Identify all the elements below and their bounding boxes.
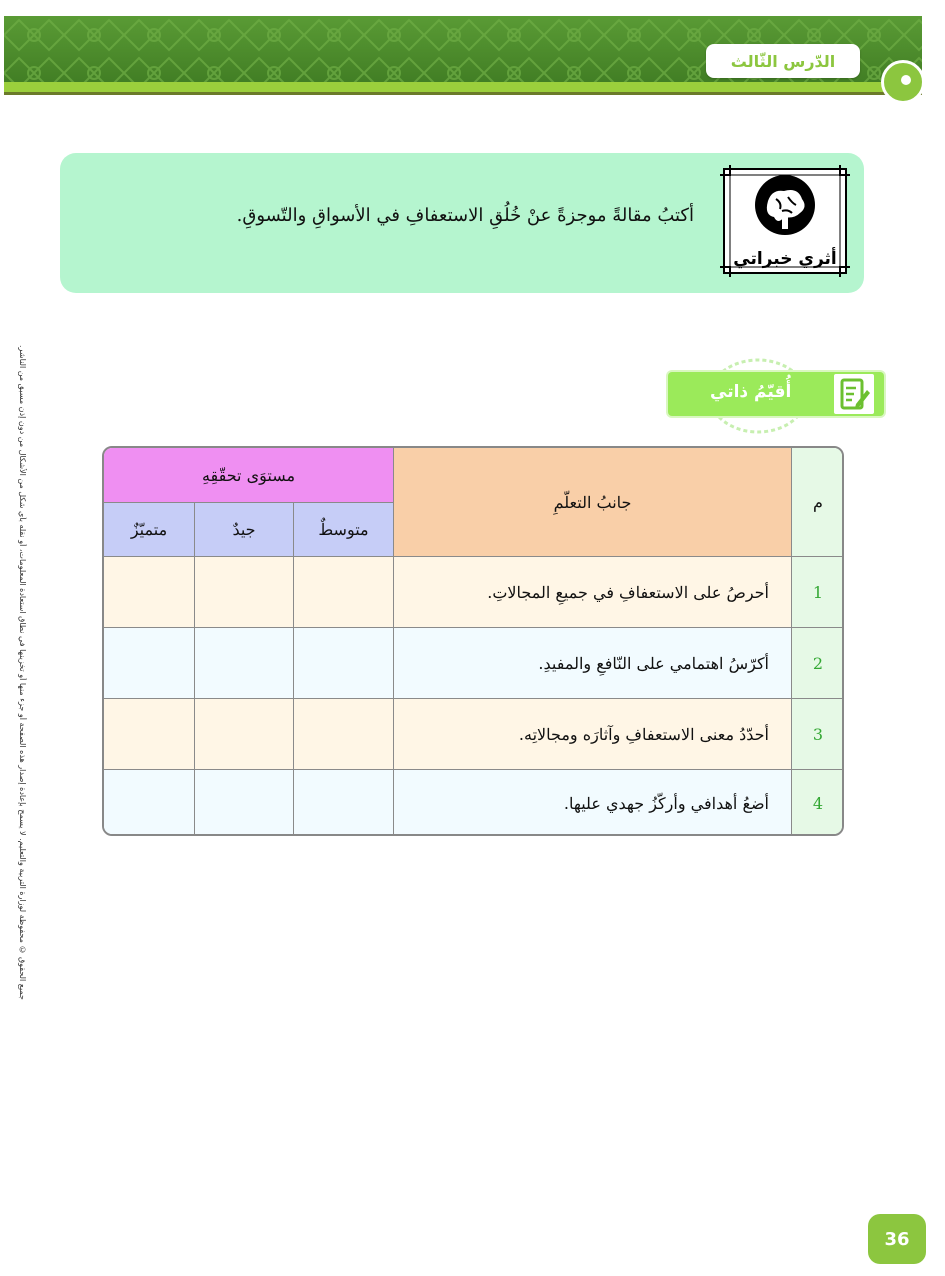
activity-text: أكتبُ مقالةً موجزةً عنْ خُلُقِ الاستعفافِ في الأسواقِ والتّسوقِ. bbox=[236, 205, 694, 226]
row-check-excellent[interactable] bbox=[104, 628, 195, 699]
row-check-excellent[interactable] bbox=[104, 557, 195, 628]
row-text: أكرّسُ اهتمامي على النّافعِ والمفيدِ. bbox=[394, 628, 792, 699]
page-number: 36 bbox=[868, 1214, 926, 1264]
header-banner bbox=[4, 16, 922, 95]
activity-box bbox=[60, 153, 864, 293]
row-check-good[interactable] bbox=[195, 557, 294, 628]
header-aspect: جانبُ التعلّمِ bbox=[394, 448, 792, 557]
row-check-average[interactable] bbox=[294, 557, 394, 628]
row-num: 4 bbox=[792, 770, 844, 836]
level-good: جيدٌ bbox=[195, 503, 294, 557]
enrich-badge bbox=[720, 165, 850, 277]
self-eval-label: أُقيّمُ ذاتي bbox=[710, 382, 792, 402]
row-check-excellent[interactable] bbox=[104, 699, 195, 770]
row-text: أحرصُ على الاستعفافِ في جميعِ المجالاتِ. bbox=[394, 557, 792, 628]
header-hook-dot bbox=[901, 75, 911, 85]
header-level: مستوَى تحقّقِهِ bbox=[104, 448, 394, 503]
row-check-average[interactable] bbox=[294, 699, 394, 770]
row-num: 3 bbox=[792, 699, 844, 770]
row-check-good[interactable] bbox=[195, 699, 294, 770]
row-check-good[interactable] bbox=[195, 770, 294, 836]
level-excellent: متميّزٌ bbox=[104, 503, 195, 557]
lesson-title: الدّرس الثّالث bbox=[706, 44, 860, 78]
badge-label: أثري خبراتي bbox=[733, 249, 837, 269]
row-check-average[interactable] bbox=[294, 770, 394, 836]
row-num: 2 bbox=[792, 628, 844, 699]
row-check-excellent[interactable] bbox=[104, 770, 195, 836]
header-num: م bbox=[792, 448, 844, 557]
row-text: أضعُ أهدافي وأركّزُ جهدي عليها. bbox=[394, 770, 792, 836]
brain-icon bbox=[755, 175, 815, 235]
row-text: أحدّدُ معنى الاستعفافِ وآثارَه ومجالاتِه. bbox=[394, 699, 792, 770]
self-eval-tag bbox=[668, 358, 888, 434]
row-num: 1 bbox=[792, 557, 844, 628]
row-check-good[interactable] bbox=[195, 628, 294, 699]
self-eval-table bbox=[102, 446, 844, 836]
row-check-average[interactable] bbox=[294, 628, 394, 699]
copyright-notice: جميع الحقوق © محفوظة لوزارة التربية والتعليم. لا يسمح بإعادة إصدار هذه الصفحة أو جزء منها أو تخزينها في نطاق استعادة المعلومات، أو نقله بأي شكل من الأشكال من دون إذن مسبق من الناشر. bbox=[18, 345, 27, 1000]
pencil-checklist-icon bbox=[834, 374, 874, 414]
level-average: متوسطٌ bbox=[294, 503, 394, 557]
